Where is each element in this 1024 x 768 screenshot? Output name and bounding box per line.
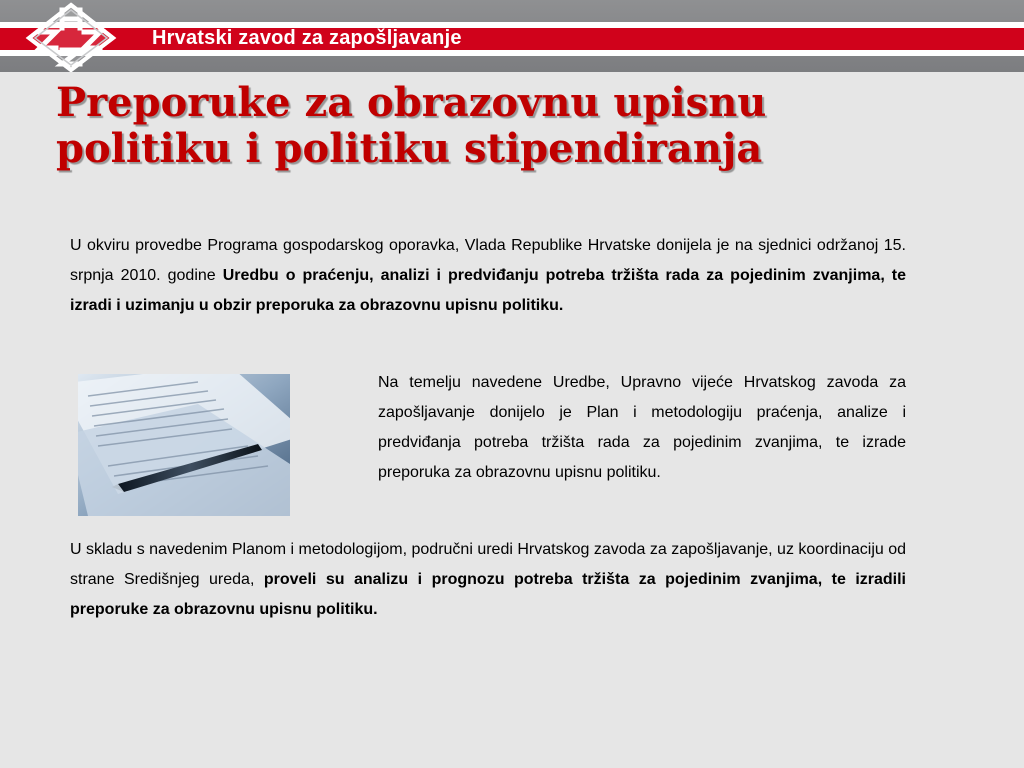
- organization-name: Hrvatski zavod za zapošljavanje: [152, 27, 462, 49]
- paragraph-1: [70, 231, 906, 321]
- paragraph-3: [70, 535, 906, 625]
- paragraph-1-text: U okviru provedbe Programa gospodarskog oporavka, Vlada Republike Hrvatske donijela je na sjednici održanoj 15. srpnja 2010. godine: [70, 237, 906, 284]
- paragraph-3-text: U skladu s navedenim Planom i metodologijom, područni uredi Hrvatskog zavoda za zapošljavanje, uz koordinaciju od strane Središnjeg ureda,: [70, 541, 907, 588]
- header-divider-bottom: [0, 50, 1024, 56]
- paragraph-2: Na temelju navedene Uredbe, Upravno vijeće Hrvatskog zavoda za zapošljavanje donijelo je Plan i metodologiju praćenja, analize i predviđanja potreba tržišta rada za pojedinim zvanjima, te izrade preporuka za obrazovnu upisnu politiku.: [378, 374, 906, 481]
- documents-with-pen-photo: [78, 374, 290, 516]
- page-title: [56, 80, 956, 172]
- title-line-1: Preporuke za obrazovnu upisnu: [56, 79, 767, 126]
- title-line-2: politiku i politiku stipendiranja: [56, 125, 763, 172]
- hzz-logo-icon: [22, 2, 120, 72]
- paragraph-3-bold-text: proveli su analizu i prognozu potreba tržišta za pojedinim zvanjima, te izradili preporuke za obrazovnu upisnu politiku.: [70, 571, 906, 618]
- paragraph-1-bold-text: Uredbu o praćenju, analizi i predviđanju potreba tržišta rada za pojedinim zvanjima, te izradi i uzimanju u obzir preporuka za obrazovnu upisnu politiku.: [70, 267, 906, 314]
